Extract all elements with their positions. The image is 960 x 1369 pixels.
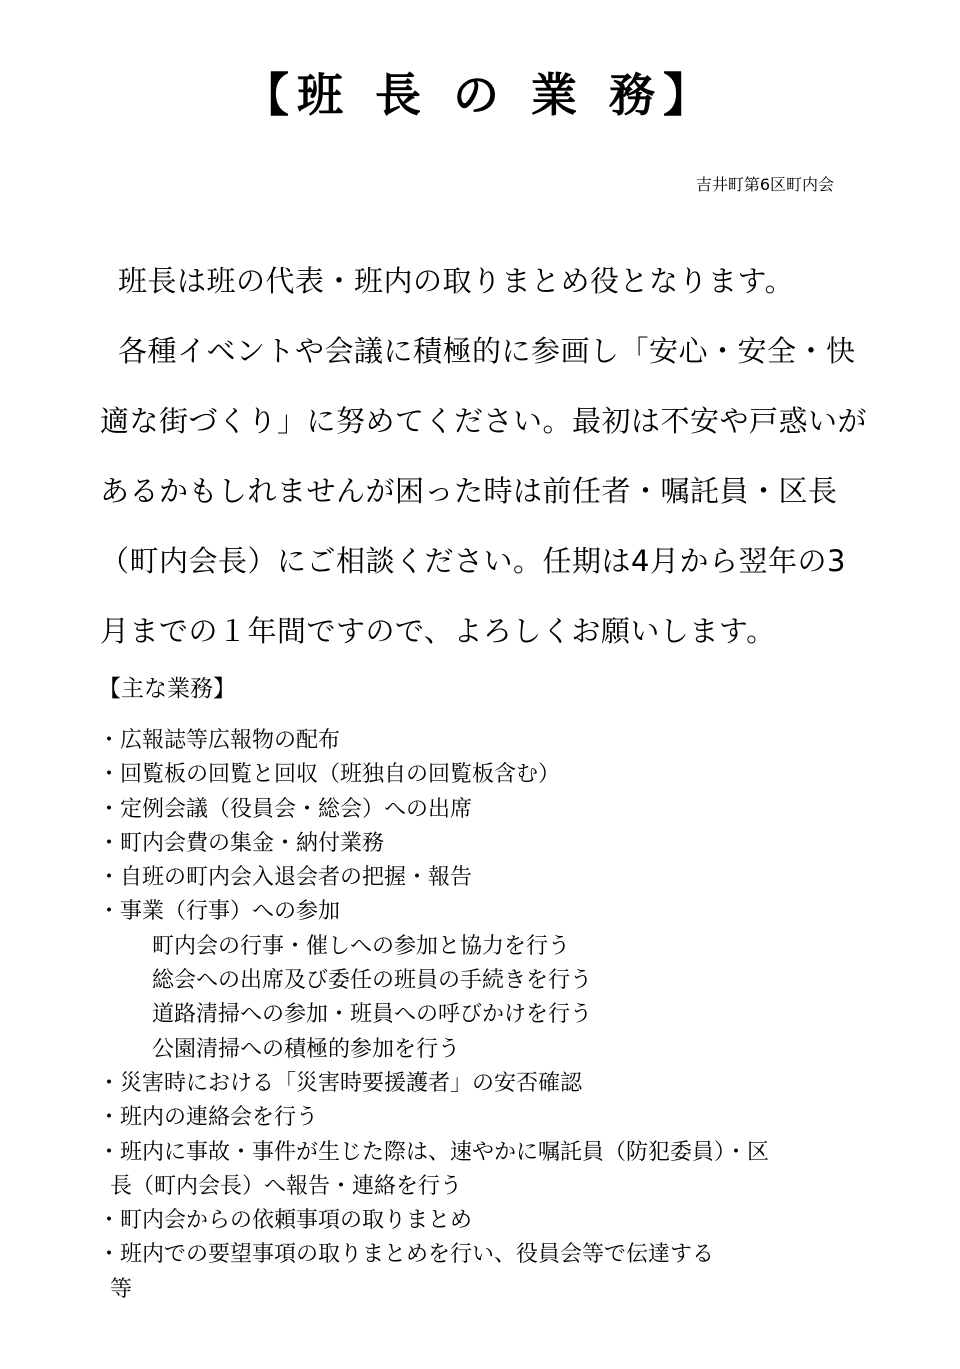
intro-line: （町内会長）にご相談ください。任期は4月から翌年の3 (100, 544, 846, 578)
duty-item: ・班内での要望事項の取りまとめを行い、役員会等で伝達する (98, 1242, 715, 1268)
duties-list (98, 724, 858, 1307)
intro-line: 班長は班の代表・班内の取りまとめ役となります。 (118, 264, 795, 298)
duty-item: ・班内の連絡会を行う (98, 1105, 319, 1131)
duty-item: ・回覧板の回覧と回収（班独自の回覧板含む） (98, 762, 561, 788)
duty-item: ・町内会費の集金・納付業務 (98, 830, 385, 856)
duty-item: ・広報誌等広報物の配布 (98, 728, 341, 753)
duty-item: ・事業（行事）への参加 (98, 899, 341, 925)
intro-line: あるかもしれませんが困った時は前任者・嘱託員・区長 (100, 474, 838, 508)
duty-item-continuation: 等 (110, 1276, 133, 1302)
intro-paragraph (100, 246, 868, 666)
organization-name: 吉井町第6区町内会 (695, 175, 834, 194)
duty-item: ・災害時における「災害時要援護者」の安否確認 (98, 1070, 583, 1096)
intro-line: 各種イベントや会議に積極的に参画し「安心・安全・快 (118, 334, 856, 368)
intro-line: 適な街づくり」に努めてください。最初は不安や戸惑いが (100, 404, 868, 438)
duty-item: ・町内会からの依頼事項の取りまとめ (98, 1208, 473, 1234)
duty-item: ・定例会議（役員会・総会）への出席 (98, 796, 473, 822)
duty-item: ・自班の町内会入退会者の把握・報告 (98, 865, 473, 891)
duty-item: ・班内に事故・事件が生じた際は、速やかに嘱託員（防犯委員）・区 (98, 1139, 770, 1165)
duty-subitem: 町内会の行事・催しへの参加と協力を行う (152, 933, 571, 959)
duty-subitem: 総会への出席及び委任の班員の手続きを行う (152, 968, 593, 994)
duty-subitem: 道路清掃への参加・班員への呼びかけを行う (152, 1002, 593, 1028)
intro-line: 月までの１年間ですので、よろしくお願いします。 (100, 614, 776, 648)
duties-heading: 【主な業務】 (98, 676, 236, 702)
duty-subitem: 公園清掃への積極的参加を行う (152, 1036, 461, 1062)
document-title: 【班 長 の 業 務】 (242, 68, 718, 122)
duty-item-continuation: 長（町内会長）へ報告・連絡を行う (110, 1173, 463, 1199)
